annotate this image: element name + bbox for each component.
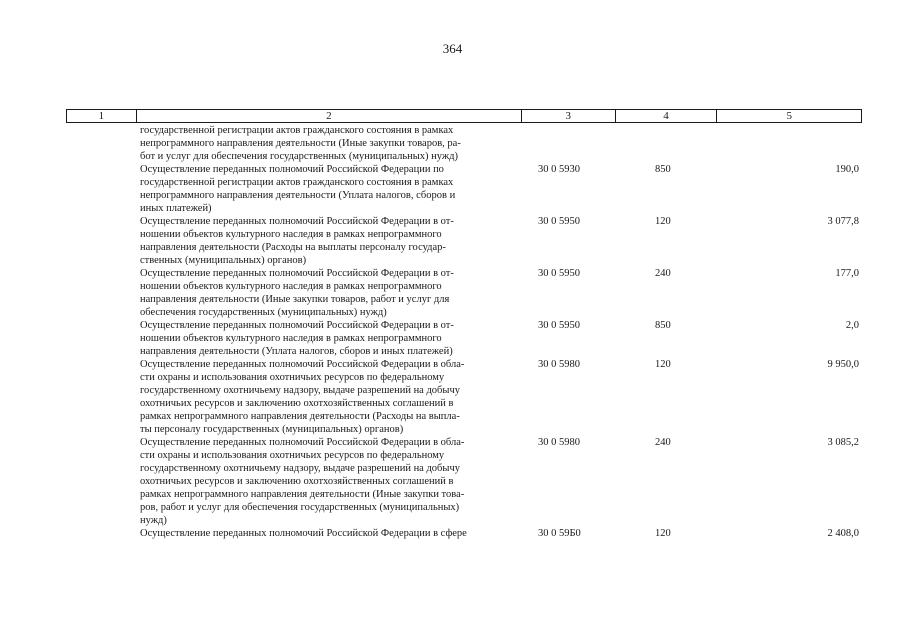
row-description: Осуществление переданных полномочий Российской Федерации в от- ношении объектов культурного наследия в рамках непрограммного направления деятельности (Расходы на выплаты персоналу государ- ственных (муниципальных) органов) <box>140 216 454 266</box>
row-expense-type: 120 <box>655 216 671 227</box>
row-expense-type: 850 <box>655 320 671 331</box>
row-description: Осуществление переданных полномочий Российской Федерации в обла- сти охраны и использования охотничьих ресурсов по федеральному государственному охотничьему надзору, выдаче разрешений на добычу охотничьих ресурсов и заключению охотхозяйственных соглашений в рамках непрограммного направления деятельности (Иные закупки това- ров, работ и услуг для обеспечения государственных (муниципальных) нужд) <box>140 437 465 526</box>
row-expense-type: 120 <box>655 528 671 539</box>
row-description: Осуществление переданных полномочий Российской Федерации в от- ношении объектов культурного наследия в рамках непрограммного направления деятельности (Уплата налогов, сборов и иных платежей) <box>140 320 454 357</box>
row-expense-type: 120 <box>655 359 671 370</box>
row-description: государственной регистрации актов гражданского состояния в рамках непрограммного направления деятельности (Иные закупки товаров, ра- бот и услуг для обеспечения государственных (муниципальных) нужд) <box>140 125 461 162</box>
page-number: 364 <box>442 41 463 56</box>
row-amount: 190,0 <box>835 164 859 175</box>
column-header-4: 4 <box>616 110 718 122</box>
table-row <box>0 527 905 540</box>
table-row <box>0 358 905 436</box>
row-code: 30 0 59Б0 <box>538 528 581 539</box>
table-body <box>0 124 905 540</box>
row-description: Осуществление переданных полномочий Российской Федерации в сфере <box>140 528 467 539</box>
table-row <box>0 163 905 215</box>
table-header-row <box>66 109 862 123</box>
row-description: Осуществление переданных полномочий Российской Федерации в от- ношении объектов культурного наследия в рамках непрограммного направления деятельности (Иные закупки товаров, работ и услуг для обеспечения государственных (муниципальных) нужд) <box>140 268 454 318</box>
row-code: 30 0 5950 <box>538 320 580 331</box>
row-expense-type: 240 <box>655 437 671 448</box>
column-header-5: 5 <box>786 110 792 122</box>
row-code: 30 0 5930 <box>538 164 580 175</box>
row-expense-type: 240 <box>655 268 671 279</box>
row-code: 30 0 5950 <box>538 268 580 279</box>
row-amount: 3 085,2 <box>827 437 859 448</box>
row-amount: 2,0 <box>845 320 859 331</box>
table-row <box>0 124 905 163</box>
column-header-1: 1 <box>67 110 137 122</box>
row-expense-type: 850 <box>655 164 671 175</box>
table-row <box>0 267 905 319</box>
row-amount: 177,0 <box>835 268 859 279</box>
row-description: Осуществление переданных полномочий Российской Федерации по государственной регистрации актов гражданского состояния в рамках непрограммного направления деятельности (Уплата налогов, сборов и иных платежей) <box>140 164 456 214</box>
row-code: 30 0 5980 <box>538 437 580 448</box>
row-code: 30 0 5980 <box>538 359 580 370</box>
row-code: 30 0 5950 <box>538 216 580 227</box>
table-row <box>0 436 905 527</box>
column-header-3: 3 <box>522 110 616 122</box>
row-amount: 3 077,8 <box>827 216 859 227</box>
table-row <box>0 215 905 267</box>
row-amount: 2 408,0 <box>827 528 859 539</box>
row-amount: 9 950,0 <box>827 359 859 370</box>
table-row <box>0 319 905 358</box>
column-header-2: 2 <box>137 110 522 122</box>
row-description: Осуществление переданных полномочий Российской Федерации в обла- сти охраны и использования охотничьих ресурсов по федеральному государственному охотничьему надзору, выдаче разрешений на добычу охотничьих ресурсов и заключению охотхозяйственных соглашений в рамках непрограммного направления деятельности (Расходы на выпла- ты персоналу государственных (муниципальных) органов) <box>140 359 465 435</box>
